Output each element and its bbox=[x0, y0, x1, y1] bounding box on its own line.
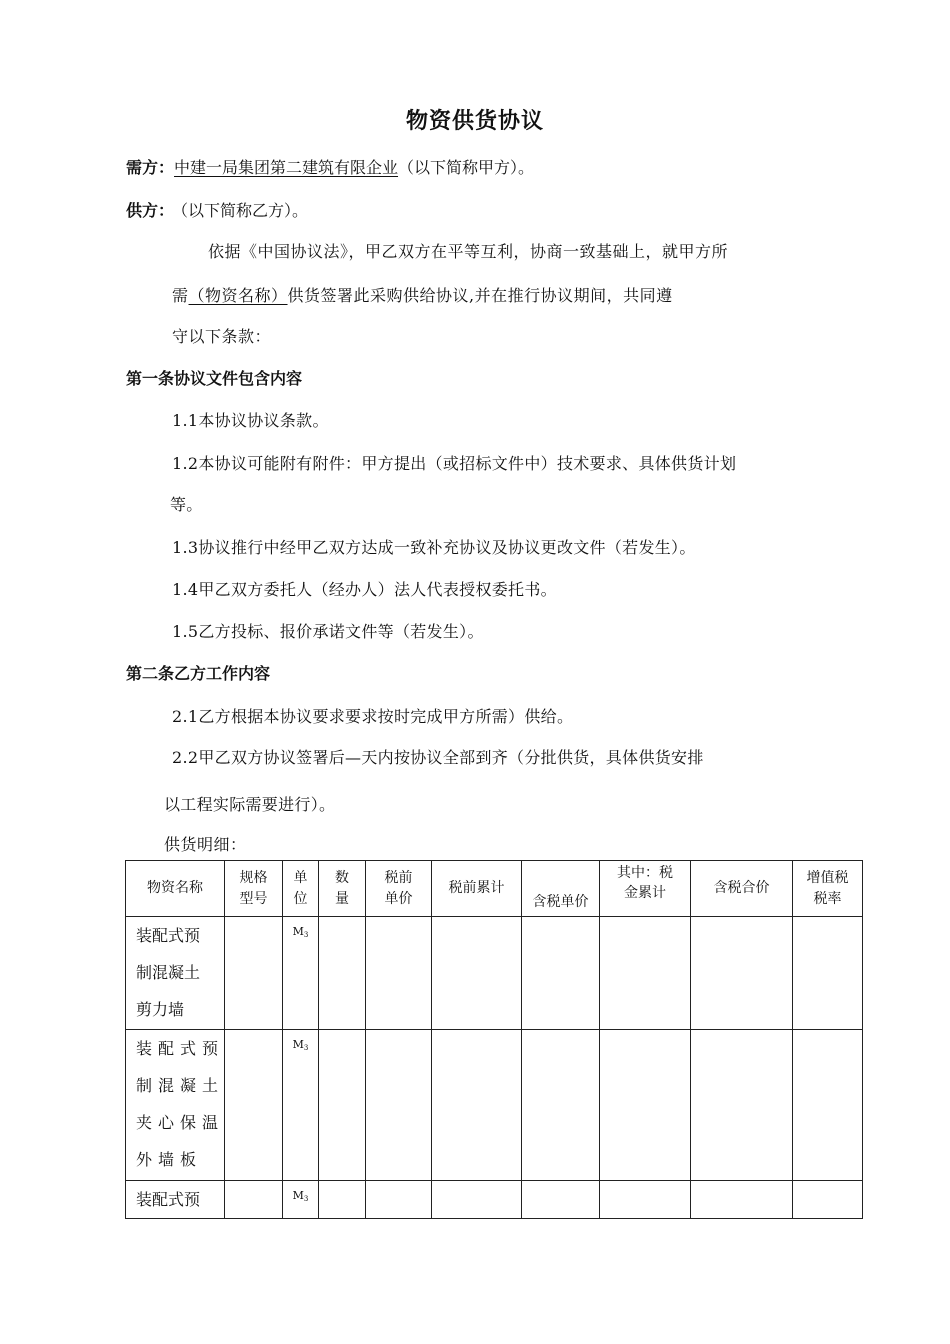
tax-total-cell bbox=[600, 1181, 691, 1219]
supply-label: 供方： bbox=[126, 201, 175, 220]
section-2-item: 2.1乙方根据本协议要求要求按时完成甲方所需）供给。 bbox=[172, 707, 574, 726]
demand-company: 中建一局集团第二建筑有限企业 bbox=[174, 158, 399, 177]
header-taxed-total: 含税合价 bbox=[691, 861, 793, 917]
demand-suffix: （以下简称甲方）。 bbox=[398, 158, 535, 177]
taxed-total-cell bbox=[691, 1181, 793, 1219]
tax-total-cell bbox=[600, 917, 691, 1030]
unit-cell: $M_3$ bbox=[283, 917, 319, 1030]
table-header-row bbox=[126, 861, 863, 917]
vat-rate-cell bbox=[793, 1181, 863, 1219]
header-pretax-unit-price: 税前 单价 bbox=[366, 861, 432, 917]
section-1-item: 1.1本协议协议条款。 bbox=[172, 411, 329, 430]
pretax-total-cell bbox=[432, 1030, 522, 1181]
supply-party-line bbox=[126, 198, 308, 221]
material-name-cell: 装配式预 制混凝土 剪力墙 bbox=[126, 917, 225, 1030]
unit-cell: $M_3$ bbox=[283, 1181, 319, 1219]
pretax-unit-price-cell bbox=[366, 1181, 432, 1219]
intro-material-name: （物资名称） bbox=[188, 286, 288, 305]
taxed-unit-price-cell bbox=[522, 1181, 600, 1219]
header-spec-model: 规格 型号 bbox=[225, 861, 283, 917]
pretax-unit-price-cell bbox=[366, 1030, 432, 1181]
section-1-item: 1.5乙方投标、报价承诺文件等（若发生）。 bbox=[172, 622, 484, 641]
tax-total-cell bbox=[600, 1030, 691, 1181]
intro-line-2 bbox=[172, 283, 673, 306]
pretax-total-cell bbox=[432, 1181, 522, 1219]
quantity-cell bbox=[319, 917, 366, 1030]
section-1-item: 等。 bbox=[170, 495, 203, 514]
quantity-cell bbox=[319, 1030, 366, 1181]
header-tax-total: 其中：税 金累计 bbox=[600, 861, 691, 917]
intro-line-2-prefix: 需 bbox=[172, 286, 189, 305]
intro-line-1: 依据《中国协议法》，甲乙双方在平等互利，协商一致基础上，就甲方所 bbox=[208, 242, 729, 261]
vat-rate-cell bbox=[793, 917, 863, 1030]
taxed-total-cell bbox=[691, 1030, 793, 1181]
section-1-item: 1.3协议推行中经甲乙双方达成一致补充协议及协议更改文件（若发生）。 bbox=[172, 538, 696, 557]
pretax-total-cell bbox=[432, 917, 522, 1030]
section-2-item: 以工程实际需要进行）。 bbox=[164, 795, 336, 814]
table-row bbox=[126, 1030, 863, 1181]
unit-cell: $M_3$ bbox=[283, 1030, 319, 1181]
pretax-unit-price-cell bbox=[366, 917, 432, 1030]
spec-cell bbox=[225, 917, 283, 1030]
demand-label: 需方： bbox=[126, 158, 175, 177]
material-name-cell: 装配式预 bbox=[126, 1181, 225, 1219]
header-taxed-unit-price: 含税单价 bbox=[522, 861, 600, 917]
material-name-cell: 装配式预 制混凝土 夹心保温 外墙板 bbox=[126, 1030, 225, 1181]
header-pretax-total: 税前累计 bbox=[432, 861, 522, 917]
header-quantity: 数 量 bbox=[319, 861, 366, 917]
section-1-item: 1.4甲乙双方委托人（经办人）法人代表授权委托书。 bbox=[172, 580, 557, 599]
intro-line-2-rest: 供货签署此采购供给协议,并在推行协议期间，共同遵 bbox=[287, 286, 673, 305]
document-title: 物资供货协议 bbox=[405, 109, 544, 134]
header-vat-rate: 增值税 税率 bbox=[793, 861, 863, 917]
section-1-heading: 第一条协议文件包含内容 bbox=[126, 369, 303, 388]
table-row bbox=[126, 1181, 863, 1219]
supply-detail-label: 供货明细： bbox=[164, 835, 247, 854]
spec-cell bbox=[225, 1181, 283, 1219]
supply-detail-table bbox=[125, 860, 863, 1219]
demand-party-line bbox=[126, 155, 534, 178]
taxed-unit-price-cell bbox=[522, 1030, 600, 1181]
supply-suffix: （以下简称乙方）。 bbox=[180, 201, 309, 220]
taxed-unit-price-cell bbox=[522, 917, 600, 1030]
quantity-cell bbox=[319, 1181, 366, 1219]
spec-cell bbox=[225, 1030, 283, 1181]
vat-rate-cell bbox=[793, 1030, 863, 1181]
section-1-item: 1.2本协议可能附有附件：甲方提出（或招标文件中）技术要求、具体供货计划 bbox=[172, 454, 737, 473]
table-row bbox=[126, 917, 863, 1030]
section-2-heading: 第二条乙方工作内容 bbox=[126, 664, 271, 683]
taxed-total-cell bbox=[691, 917, 793, 1030]
header-unit: 单 位 bbox=[283, 861, 319, 917]
header-material-name: 物资名称 bbox=[126, 861, 225, 917]
section-2-item: 2.2甲乙双方协议签署后—天内按协议全部到齐（分批供货，具体供货安排 bbox=[172, 748, 704, 767]
intro-line-3: 守以下条款： bbox=[172, 327, 272, 346]
